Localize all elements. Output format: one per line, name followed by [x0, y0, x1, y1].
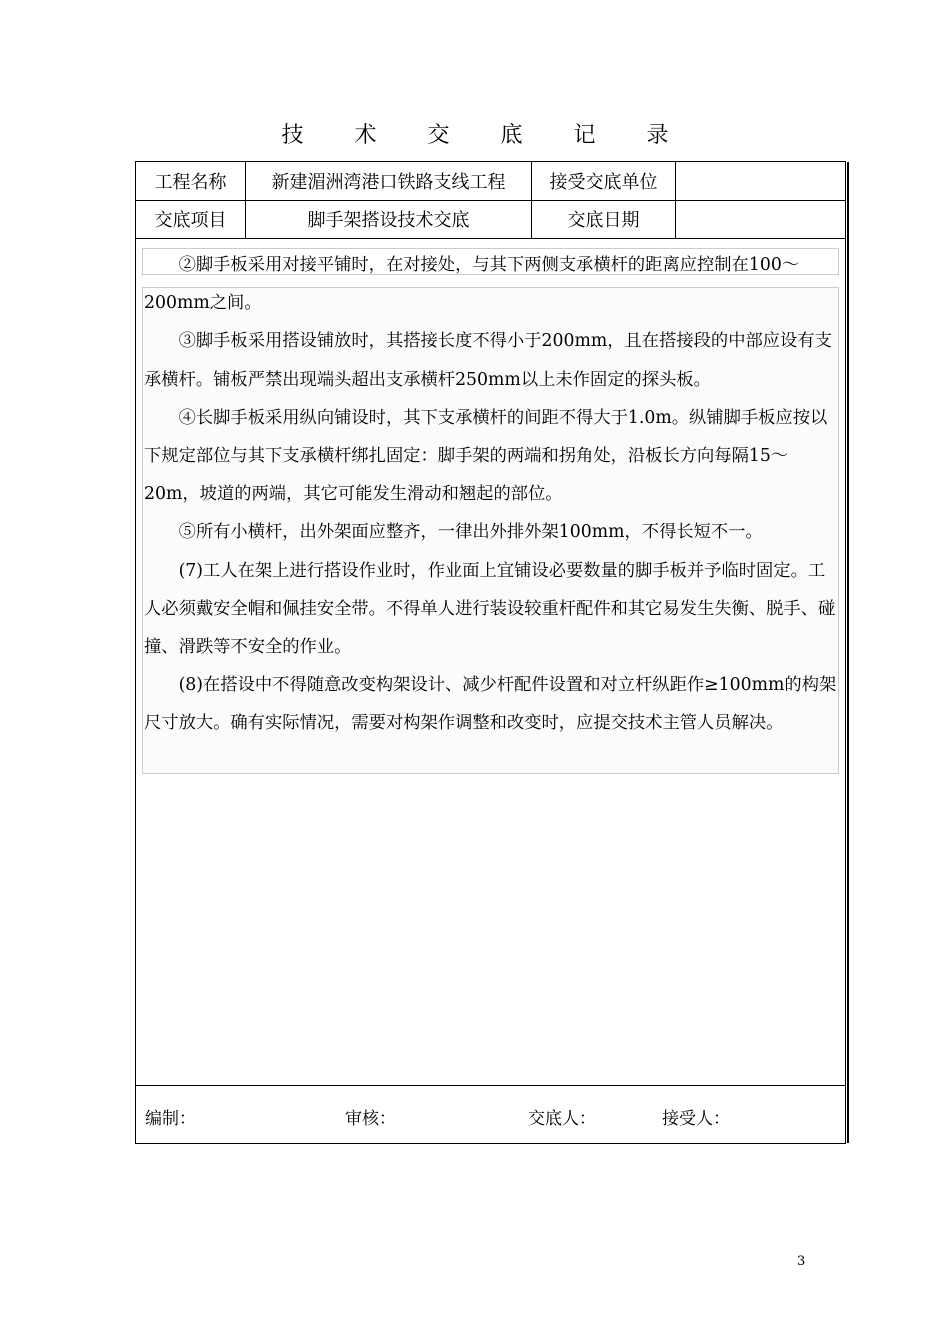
date-label: 交底日期: [532, 200, 676, 238]
content-text: ②脚手板采用对接平铺时，在对接处，与其下两侧支承横杆的距离应控制在100～200mm之间。 ③脚手板采用搭设铺放时，其搭接长度不得小于200mm，且在搭接段的中部应设有支承横杆。铺板严禁出现端头超出支承横杆250mm以上未作固定的探头板。 ④长脚手板采用纵向铺设时，其下支承横杆的间距不得大于1.0m。纵铺脚手板应按以下规定部位与其下支承横杆绑扎固定：脚手架的两端和拐角处，沿板长方向每隔15～20m，坡道的两端，其它可能发生滑动和翘起的部位。 ⑤所有小横杆，出外架面应整齐，一律出外排外架100mm，不得长短不一。 (7)工人在架上进行搭设作业时，作业面上宜铺设必要数量的脚手板并予临时固定。工人必须戴安全帽和佩挂安全带。不得单人进行装设较重杆配件和其它易发生失衡、脱手、碰撞、滑跌等不安全的作业。 (8)在搭设中不得随意改变构架设计、减少杆配件设置和对立杆纵距作≥100mm的构架尺寸放大。确有实际情况，需要对构架作调整和改变时，应提交技术主管人员解决。: [144, 255, 837, 734]
receiving-unit-value: [676, 162, 845, 200]
header-row-project: [136, 162, 845, 201]
document-title: 技 术 交 底 记 录: [281, 123, 691, 148]
page-number: 3: [797, 1254, 806, 1269]
item-label: 交底项目: [136, 200, 246, 238]
project-name-label: 工程名称: [136, 162, 246, 200]
content-area: [136, 239, 845, 1088]
signature-row: [136, 1085, 845, 1143]
compiled-by-label: 编制：: [145, 1109, 196, 1129]
reviewed-by-label: 审核：: [345, 1109, 396, 1129]
project-name-value: 新建湄洲湾港口铁路支线工程: [246, 162, 532, 200]
header-row-item: [136, 200, 845, 239]
date-value: [676, 200, 845, 238]
disclosure-form: [135, 161, 846, 1144]
item-value: 脚手架搭设技术交底: [246, 200, 532, 238]
receiving-unit-label: 接受交底单位: [532, 162, 676, 200]
disclosed-by-label: 交底人：: [528, 1109, 596, 1129]
received-by-label: 接受人：: [662, 1109, 730, 1129]
